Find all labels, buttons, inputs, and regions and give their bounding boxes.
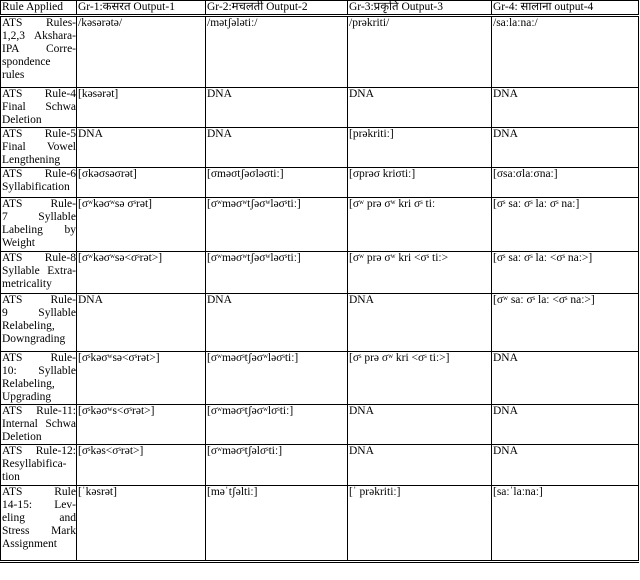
rule-word: Rule-8	[44, 252, 76, 264]
rule-word: 9	[2, 307, 8, 319]
table-row	[1, 88, 639, 128]
rule-line	[2, 198, 76, 211]
rule-word: Extra-	[47, 265, 76, 277]
rule-word: IPA	[2, 43, 20, 55]
rule-line: Weight	[2, 237, 35, 249]
rule-applied-cell	[1, 88, 77, 128]
rule-word: Rules-	[45, 17, 76, 29]
rule-line: tion	[2, 471, 20, 483]
rule-word: by	[64, 224, 76, 236]
output-cell: [σʷ prə σʷ kri <σˢ tiː>	[348, 252, 492, 294]
output-cell: [σʷkəσʷsə<σˢrət>]	[77, 252, 206, 294]
rule-word: Rule-4	[44, 88, 76, 100]
output-cell: /saːlaːnaː/	[492, 16, 639, 88]
rule-word: ATS	[2, 128, 23, 140]
rule-line	[2, 128, 76, 141]
table-body	[1, 16, 639, 562]
column-header-2: Gr-1:कसरत Output-1	[77, 1, 206, 16]
rule-line	[2, 43, 76, 56]
rule-line	[2, 294, 76, 307]
output-cell: [σˢ saː σˢ laː <σˢ naː>]	[492, 252, 639, 294]
rule-line: spondence	[2, 56, 51, 68]
rule-word: ATS	[2, 88, 23, 100]
output-cell: [σʷkəσʷsə σˢrət]	[77, 198, 206, 252]
rule-applied-cell	[1, 128, 77, 168]
rule-word: Internal	[2, 418, 38, 430]
rule-word: and	[59, 512, 76, 524]
output-cell: /mətʃələtiː/	[206, 16, 348, 88]
rule-word: Stress	[2, 525, 30, 537]
table-row	[1, 445, 639, 486]
rule-word: Syllable	[38, 365, 76, 377]
rule-applied-cell	[1, 252, 77, 294]
table-row	[1, 352, 639, 405]
rule-line: Deletion	[2, 431, 42, 443]
rule-line: rules	[2, 69, 25, 81]
rule-word: Vowel	[46, 141, 76, 153]
rule-word: Rule	[54, 486, 76, 498]
rule-word: Labeling	[2, 224, 43, 236]
rule-line	[2, 224, 76, 237]
rule-line	[2, 352, 76, 365]
rule-word: ATS	[2, 168, 23, 180]
output-cell: DNA	[206, 128, 348, 168]
output-cell: [σˢkəσʷs<σˢrət>]	[77, 405, 206, 445]
output-cell: [σməσtʃəσləσtiː]	[206, 168, 348, 198]
output-cell: [prəkritiː]	[348, 128, 492, 168]
rule-word: 1,2,3	[2, 30, 25, 42]
rule-line	[2, 365, 76, 378]
rule-word: eling	[2, 512, 25, 524]
rule-line	[2, 88, 76, 101]
rule-line: Lengthening	[2, 154, 61, 166]
rule-word: ATS	[2, 17, 23, 29]
output-cell: [ˈkəsrət]	[77, 486, 206, 562]
table-row	[1, 128, 639, 168]
rule-word: Rule-	[50, 198, 76, 210]
rule-word: ATS	[2, 198, 23, 210]
output-cell: [σʷ prə σʷ kri σˢ tiː	[348, 198, 492, 252]
rule-line: Relabeling,	[2, 378, 55, 390]
output-cell: [σʷməσˢtʃəσʷləσˢtiː]	[206, 352, 348, 405]
rule-word: Rule-11:	[36, 405, 76, 417]
rule-word: Rule-	[50, 294, 76, 306]
rule-line	[2, 17, 76, 30]
output-cell: [σˢkəs<σˢrət>]	[77, 445, 206, 486]
output-cell: DNA	[77, 294, 206, 352]
rule-word: Rule-6	[44, 168, 76, 180]
rule-line	[2, 141, 76, 154]
rule-word: Rule-12:	[35, 445, 76, 457]
table-row	[1, 405, 639, 445]
output-cell: DNA	[492, 88, 639, 128]
rule-line	[2, 265, 76, 278]
output-cell: /prəkriti/	[348, 16, 492, 88]
rule-applied-cell	[1, 445, 77, 486]
output-cell: [σʷməσˢtʃəlσˢtiː]	[206, 445, 348, 486]
output-cell: DNA	[348, 445, 492, 486]
rule-line	[2, 525, 76, 538]
rule-applied-cell	[1, 16, 77, 88]
output-cell: DNA	[492, 352, 639, 405]
rule-word: ATS	[2, 294, 23, 306]
header-row	[1, 1, 639, 16]
rule-word: Lev-	[54, 499, 76, 511]
rule-word: Akshara-	[33, 30, 76, 42]
output-cell: [σʷməσʷtʃəσʷləσˢtiː]	[206, 252, 348, 294]
rule-line	[2, 418, 76, 431]
rule-word: Rule-5	[44, 128, 76, 140]
rule-line: Assignment	[2, 538, 57, 550]
rule-word: Syllable	[38, 211, 76, 223]
rule-line	[2, 252, 76, 265]
rule-applied-cell	[1, 352, 77, 405]
rule-line: Resyllabifica-	[2, 458, 67, 470]
output-cell: [saːˈlaːnaː]	[492, 486, 639, 562]
rule-word: ATS	[2, 252, 23, 264]
rule-applied-cell	[1, 405, 77, 445]
rule-applied-cell	[1, 198, 77, 252]
output-cell: /kəsərətə/	[77, 16, 206, 88]
output-cell: [σʷ saː σˢ laː <σˢ naː>]	[492, 294, 639, 352]
column-header-1: Rule Applied	[1, 1, 77, 16]
rule-word: 10:	[2, 365, 17, 377]
rule-word: Syllable	[2, 265, 40, 277]
output-cell: [məˈtʃəltiː]	[206, 486, 348, 562]
table-row	[1, 294, 639, 352]
rule-applied-cell	[1, 294, 77, 352]
column-header-3: Gr-2:मचलती Output-2	[206, 1, 348, 16]
output-cell: [σʷməσˢtʃəσʷlσˢtiː]	[206, 405, 348, 445]
rule-word: ATS	[2, 445, 23, 457]
rule-line	[2, 211, 76, 224]
rule-line: metricality	[2, 278, 52, 290]
table-row	[1, 252, 639, 294]
rule-applied-cell	[1, 168, 77, 198]
rule-word: Rule-	[50, 352, 76, 364]
rule-line	[2, 307, 76, 320]
column-header-5: Gr-4: सालाना output-4	[492, 1, 639, 16]
output-cell: [σprəσ kriσtiː]	[348, 168, 492, 198]
output-cell: [σkəσsəσrət]	[77, 168, 206, 198]
output-cell: [σˢ prə σʷ kri <σˢ tiː>]	[348, 352, 492, 405]
rule-line	[2, 499, 76, 512]
rule-word: Final	[2, 141, 26, 153]
rule-line	[2, 512, 76, 525]
output-cell: DNA	[492, 405, 639, 445]
output-cell: DNA	[492, 128, 639, 168]
rule-word: Mark	[51, 525, 76, 537]
output-cell: [ˈ prəkritiː]	[348, 486, 492, 562]
output-cell: [σsaːσlaːσnaː]	[492, 168, 639, 198]
rule-word: 14-15:	[2, 499, 33, 511]
rule-line: Upgrading	[2, 391, 52, 403]
output-cell: [σˢkəσʷsə<σˢrət>]	[77, 352, 206, 405]
rule-line	[2, 405, 76, 418]
rule-line: Deletion	[2, 114, 42, 126]
output-cell: [σˢ saː σˢ laː σˢ naː]	[492, 198, 639, 252]
column-header-4: Gr-3:प्रकृति Output-3	[348, 1, 492, 16]
rule-line	[2, 30, 76, 43]
rule-word: 7	[2, 211, 8, 223]
output-cell: [σʷməσʷtʃəσʷləσˢtiː]	[206, 198, 348, 252]
table-row	[1, 16, 639, 88]
rule-line: Relabeling,	[2, 320, 55, 332]
table-row	[1, 198, 639, 252]
output-cell: DNA	[492, 445, 639, 486]
rule-line	[2, 101, 76, 114]
rule-applied-cell	[1, 486, 77, 562]
output-cell: [kəsərət]	[77, 88, 206, 128]
output-cell: DNA	[206, 294, 348, 352]
rule-line	[2, 168, 76, 181]
output-cell: DNA	[206, 88, 348, 128]
rule-line: Downgrading	[2, 333, 66, 345]
table-header	[1, 1, 639, 16]
rule-word: Final	[2, 101, 26, 113]
rule-word: Schwa	[45, 418, 76, 430]
rule-word: ATS	[2, 486, 23, 498]
rule-word: ATS	[2, 405, 23, 417]
table-row	[1, 486, 639, 562]
output-cell: DNA	[77, 128, 206, 168]
output-cell: DNA	[348, 405, 492, 445]
table-row	[1, 168, 639, 198]
rule-word: ATS	[2, 352, 23, 364]
rule-word: Syllable	[38, 307, 76, 319]
rule-line	[2, 445, 76, 458]
rule-word: Corre-	[45, 43, 76, 55]
output-cell: DNA	[348, 88, 492, 128]
rule-line	[2, 486, 76, 499]
rule-line: Syllabification	[2, 181, 70, 193]
rule-word: Schwa	[45, 101, 76, 113]
output-cell: DNA	[348, 294, 492, 352]
